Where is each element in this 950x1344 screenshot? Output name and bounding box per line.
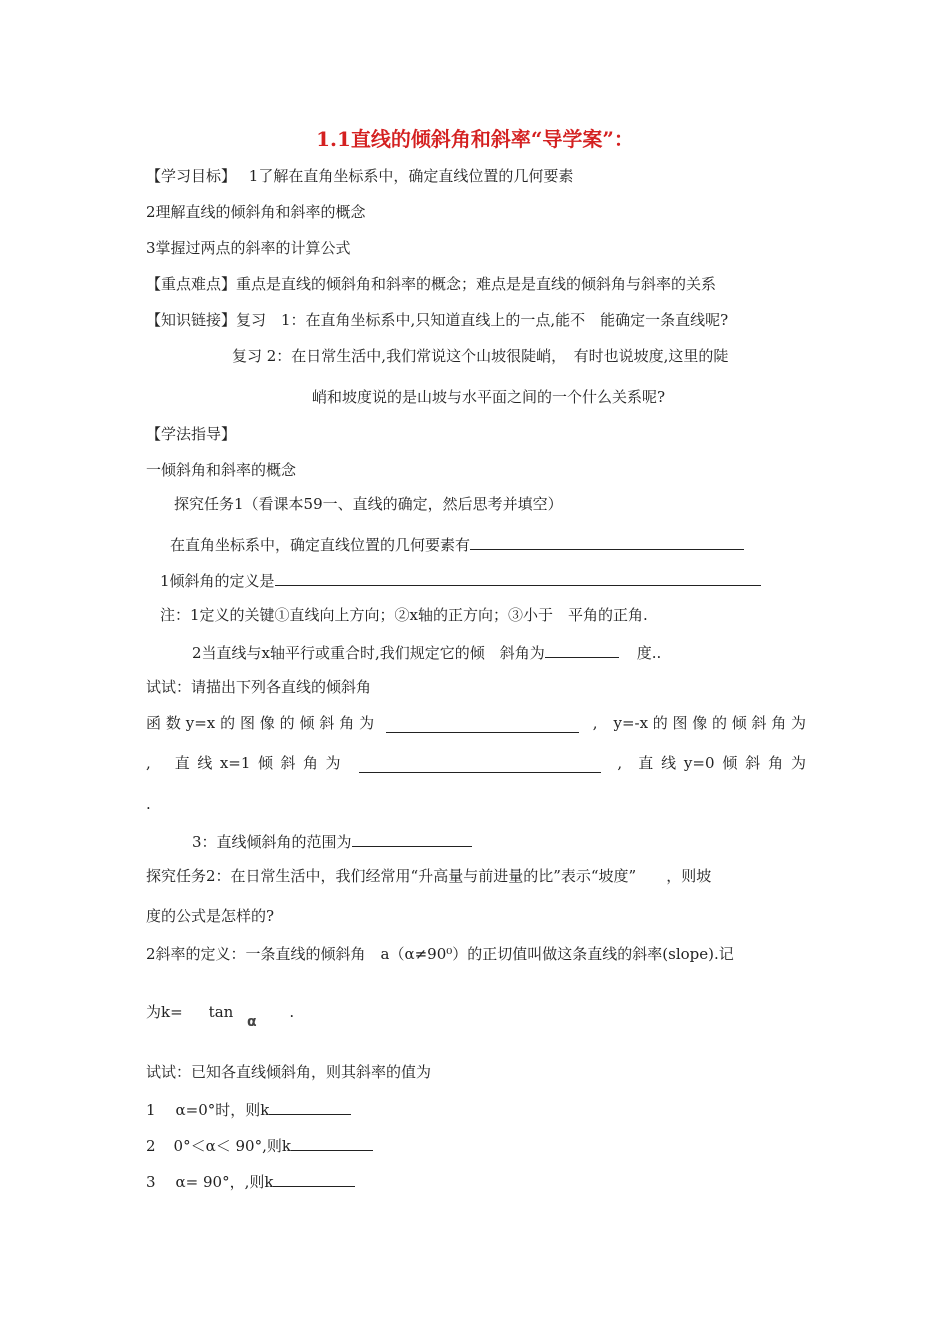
fn-word: 倾 xyxy=(299,714,315,732)
keypoints-label: 【重点难点】 xyxy=(146,275,237,293)
case-1-number: 1 xyxy=(146,1101,156,1119)
case-3-text: α= 90°，,则k xyxy=(175,1173,274,1191)
review-2b: 峭和坡度说的是山坡与水平面之间的一个什么关系呢? xyxy=(312,388,666,406)
section-1-heading: 一倾斜角和斜率的概念 xyxy=(146,461,297,479)
note-2-blank[interactable] xyxy=(545,641,619,658)
elements-text: 在直角坐标系中，确定直线位置的几何要素有 xyxy=(170,536,471,554)
task-2a: 探究任务2：在日常生活中，我们经常用“升高量与前进量的比”表示“坡度” ，则坡 xyxy=(146,867,712,885)
fn-words-1 xyxy=(146,713,374,733)
def2a: 2斜率的定义：一条直线的倾斜角 a（α≠90⁰）的正切值叫做这条直线的斜率(slope).记 xyxy=(146,945,734,963)
def2b-period: . xyxy=(289,1003,295,1021)
case-2 xyxy=(146,1134,373,1156)
link-label: 【知识链接】 xyxy=(146,311,237,329)
case-2-number: 2 xyxy=(146,1137,156,1155)
note-2-text: 2当直线与x轴平行或重合时,我们规定它的倾 斜角为 xyxy=(192,644,545,662)
def1-blank[interactable] xyxy=(275,569,761,586)
note-1: 注：1定义的关键①直线向上方向；②x轴的正方向；③小于 平角的正角. xyxy=(160,606,648,624)
line-mid-comma: , xyxy=(617,754,623,772)
keypoints-text: 重点是直线的倾斜角和斜率的概念；难点是是直线的倾斜角与斜率的关系 xyxy=(236,275,717,293)
fn-word: 角 xyxy=(339,714,355,732)
fn-word: 像 xyxy=(259,714,275,732)
def1-text: 1倾斜角的定义是 xyxy=(160,572,275,590)
note-2-line xyxy=(192,641,661,663)
line-word: y=0 xyxy=(683,754,715,772)
def2b-line xyxy=(146,1002,294,1022)
def2b-tan: tan xyxy=(208,1003,234,1021)
fn-word: 的 xyxy=(220,714,236,732)
case-2-text: 0°＜α＜ 90°,则k xyxy=(173,1137,291,1155)
line-word: 直 xyxy=(638,754,654,772)
try-2: 试试：已知各直线倾斜角，则其斜率的值为 xyxy=(146,1063,432,1081)
task-2b: 度的公式是怎样的? xyxy=(146,907,275,925)
fn-word: 为 xyxy=(359,714,375,732)
case-3-number: 3 xyxy=(146,1173,156,1191)
case-3-blank[interactable] xyxy=(273,1170,355,1187)
case-1 xyxy=(146,1098,351,1120)
fn-word: 的 xyxy=(652,714,668,732)
page-title: 1.1直线的倾斜角和斜率“导学案”： xyxy=(316,127,634,151)
try-1: 试试：请描出下列各直线的倾斜角 xyxy=(146,678,372,696)
objectives-line xyxy=(146,166,573,186)
def1-line xyxy=(160,569,761,591)
line-word: 斜 xyxy=(745,754,761,772)
fn-word: 倾 xyxy=(731,714,747,732)
line-word: 角 xyxy=(768,754,784,772)
def2b-prefix: 为k= xyxy=(146,1003,183,1021)
case-1-blank[interactable] xyxy=(269,1098,351,1115)
elements-line xyxy=(170,533,744,555)
fn-word: 斜 xyxy=(751,714,767,732)
link-line xyxy=(146,310,728,330)
guide-label: 【学法指导】 xyxy=(146,425,237,443)
objectives-label: 【学习目标】 xyxy=(146,167,237,185)
line-line xyxy=(146,753,806,773)
fn-word: y=x xyxy=(185,714,216,732)
line-words-1 xyxy=(175,753,341,773)
line-end-period: . xyxy=(146,795,151,813)
line-word: 倾 xyxy=(257,754,273,772)
review-1: 复习 1：在直角坐标系中,只知道直线上的一点,能不 能确定一条直线呢? xyxy=(236,311,729,329)
line-word: 直 xyxy=(174,754,190,772)
line-start-comma: , xyxy=(146,754,151,772)
line-word: 为 xyxy=(325,754,341,772)
note-2-unit: 度.. xyxy=(636,644,662,662)
fn-words-2 xyxy=(614,713,807,733)
objective-3: 3掌握过两点的斜率的计算公式 xyxy=(146,239,351,257)
fn-word: 为 xyxy=(790,714,806,732)
line-word: 线 xyxy=(197,754,213,772)
fn-word: 斜 xyxy=(319,714,335,732)
line-word: 为 xyxy=(790,754,806,772)
fn-word: 的 xyxy=(712,714,728,732)
fn-word: 角 xyxy=(771,714,787,732)
line-word: 角 xyxy=(303,754,319,772)
fn-word: 像 xyxy=(692,714,708,732)
fn-word: 图 xyxy=(672,714,688,732)
line-word: 倾 xyxy=(722,754,738,772)
keypoints-line xyxy=(146,274,716,294)
line-word: x=1 xyxy=(219,754,251,772)
fn-line xyxy=(146,713,806,733)
line-word: 线 xyxy=(661,754,677,772)
case-1-text: α=0°时，则k xyxy=(175,1101,270,1119)
fn-comma: , xyxy=(592,714,598,732)
range-blank[interactable] xyxy=(352,830,472,847)
review-2a: 复习 2：在日常生活中,我们常说这个山坡很陡峭， 有时也说坡度,这里的陡 xyxy=(232,347,729,365)
elements-blank[interactable] xyxy=(470,533,744,550)
fn-word: 的 xyxy=(279,714,295,732)
range-line xyxy=(192,830,472,852)
fn-word: 函 xyxy=(146,714,162,732)
case-2-blank[interactable] xyxy=(291,1134,373,1151)
line-words-2 xyxy=(638,753,806,773)
fn-blank[interactable] xyxy=(386,716,579,733)
x1-blank[interactable] xyxy=(359,756,602,773)
range-text: 3：直线倾斜角的范围为 xyxy=(192,833,352,851)
alpha-symbol: α xyxy=(247,1014,257,1030)
objective-2: 2理解直线的倾斜角和斜率的概念 xyxy=(146,203,366,221)
fn-word: 数 xyxy=(165,714,181,732)
task-1: 探究任务1（看课本59一、直线的确定，然后思考并填空） xyxy=(174,495,563,513)
objective-1: 1了解在直角坐标系中，确定直线位置的几何要素 xyxy=(248,167,574,185)
case-3 xyxy=(146,1170,355,1192)
line-word: 斜 xyxy=(280,754,296,772)
fn-word: y=-x xyxy=(613,714,649,732)
fn-word: 图 xyxy=(239,714,255,732)
